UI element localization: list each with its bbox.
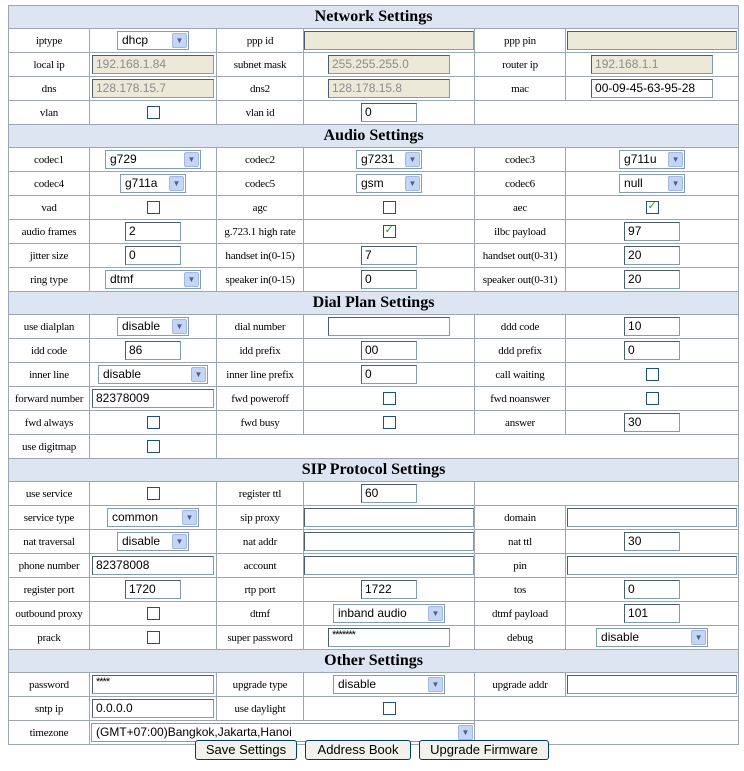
high-rate-checkbox[interactable] [383, 225, 396, 238]
codec3-label: codec3 [475, 148, 566, 172]
dropdown-arrow-icon: ▼ [182, 510, 197, 525]
ppp-pin-input[interactable] [567, 31, 737, 50]
use-service-checkbox[interactable] [147, 487, 160, 500]
debug-select[interactable]: disable ▼ [596, 628, 708, 647]
idd-prefix-input[interactable]: 00 [361, 341, 417, 360]
prack-label: prack [9, 626, 90, 650]
domain-label: domain [475, 506, 566, 530]
upgrade-firmware-button[interactable]: Upgrade Firmware [419, 740, 549, 760]
service-type-select[interactable]: common ▼ [107, 508, 199, 527]
codec6-label: codec6 [475, 172, 566, 196]
sip-settings-header: SIP Protocol Settings [9, 459, 739, 482]
fwd-poweroff-checkbox[interactable] [383, 392, 396, 405]
timezone-label: timezone [9, 721, 90, 745]
fwd-noanswer-label: fwd noanswer [475, 387, 566, 411]
fwd-noanswer-checkbox[interactable] [646, 392, 659, 405]
super-password-input[interactable]: ******* [328, 628, 450, 647]
local-ip-label: local ip [9, 53, 90, 77]
idd-prefix-label: idd prefix [217, 339, 304, 363]
dtmf-payload-input[interactable]: 101 [624, 604, 680, 623]
idd-code-input[interactable]: 86 [125, 341, 181, 360]
dns2-input[interactable]: 128.178.15.8 [328, 79, 450, 98]
forward-number-input[interactable]: 82378009 [92, 389, 214, 408]
dtmf-label: dtmf [217, 602, 304, 626]
router-ip-label: router ip [475, 53, 566, 77]
dial-plan-settings-header: Dial Plan Settings [9, 292, 739, 315]
speaker-out-label: speaker out(0-31) [475, 268, 566, 292]
dropdown-arrow-icon: ▼ [172, 33, 187, 48]
ddd-prefix-input[interactable]: 0 [624, 341, 680, 360]
service-type-label: service type [9, 506, 90, 530]
nat-addr-label: nat addr [217, 530, 304, 554]
use-daylight-checkbox[interactable] [383, 702, 396, 715]
timezone-select[interactable]: (GMT+07:00)Bangkok,Jakarta,Hanoi ▼ [91, 723, 475, 742]
codec5-select[interactable]: gsm ▼ [356, 174, 422, 193]
debug-label: debug [475, 626, 566, 650]
vad-label: vad [9, 196, 90, 220]
dropdown-arrow-icon: ▼ [428, 677, 443, 692]
codec2-select[interactable]: g7231 ▼ [356, 150, 422, 169]
vlan-checkbox[interactable] [147, 106, 160, 119]
fwd-busy-label: fwd busy [217, 411, 304, 435]
account-label: account [217, 554, 304, 578]
answer-label: answer [475, 411, 566, 435]
dns-label: dns [9, 77, 90, 101]
audio-frames-label: audio frames [9, 220, 90, 244]
dropdown-arrow-icon: ▼ [458, 725, 473, 740]
dropdown-arrow-icon: ▼ [169, 176, 184, 191]
agc-checkbox[interactable] [383, 201, 396, 214]
other-settings-header: Other Settings [9, 650, 739, 673]
dtmf-payload-label: dtmf payload [475, 602, 566, 626]
ddd-code-label: ddd code [475, 315, 566, 339]
subnet-mask-label: subnet mask [217, 53, 304, 77]
dial-number-label: dial number [217, 315, 304, 339]
codec6-select[interactable]: null ▼ [619, 174, 685, 193]
inner-line-select[interactable]: disable ▼ [98, 365, 208, 384]
settings-table [8, 5, 739, 745]
handset-out-label: handset out(0-31) [475, 244, 566, 268]
register-port-label: register port [9, 578, 90, 602]
rtp-port-label: rtp port [217, 578, 304, 602]
audio-settings-header: Audio Settings [9, 125, 739, 148]
pin-label: pin [475, 554, 566, 578]
rtp-port-input[interactable]: 1722 [361, 580, 417, 599]
dropdown-arrow-icon: ▼ [191, 367, 206, 382]
router-ip-input[interactable]: 192.168.1.1 [591, 55, 713, 74]
codec3-select[interactable]: g711u ▼ [619, 150, 685, 169]
save-settings-button[interactable]: Save Settings [195, 740, 297, 760]
audio-frames-input[interactable]: 2 [125, 222, 181, 241]
vlan-id-label: vlan id [217, 101, 304, 125]
dropdown-arrow-icon: ▼ [184, 272, 199, 287]
dropdown-arrow-icon: ▼ [405, 176, 420, 191]
codec1-select[interactable]: g729 ▼ [105, 150, 201, 169]
upgrade-type-select[interactable]: disable ▼ [333, 675, 445, 694]
nat-ttl-input[interactable]: 30 [624, 532, 680, 551]
codec5-label: codec5 [217, 172, 304, 196]
handset-in-input[interactable]: 7 [361, 246, 417, 265]
ppp-pin-label: ppp pin [475, 29, 566, 53]
ring-type-select[interactable]: dtmf ▼ [105, 270, 201, 289]
pin-input[interactable] [567, 556, 737, 575]
use-dialplan-label: use dialplan [9, 315, 90, 339]
address-book-button[interactable]: Address Book [305, 740, 411, 760]
upgrade-type-label: upgrade type [217, 673, 304, 697]
sntp-ip-input[interactable]: 0.0.0.0 [92, 699, 214, 718]
answer-input[interactable]: 30 [624, 413, 680, 432]
dropdown-arrow-icon: ▼ [668, 152, 683, 167]
prack-checkbox[interactable] [147, 631, 160, 644]
empty-cell [475, 482, 739, 506]
outbound-proxy-checkbox[interactable] [147, 607, 160, 620]
jitter-size-input[interactable]: 0 [125, 246, 181, 265]
vad-checkbox[interactable] [147, 201, 160, 214]
nat-traversal-label: nat traversal [9, 530, 90, 554]
tos-input[interactable]: 0 [624, 580, 680, 599]
speaker-out-input[interactable]: 20 [624, 270, 680, 289]
account-input[interactable] [304, 556, 474, 575]
handset-in-label: handset in(0-15) [217, 244, 304, 268]
ppp-id-label: ppp id [217, 29, 304, 53]
dial-number-input[interactable] [328, 317, 450, 336]
dropdown-arrow-icon: ▼ [172, 534, 187, 549]
nat-addr-input[interactable] [304, 532, 474, 551]
fwd-always-checkbox[interactable] [147, 416, 160, 429]
sip-proxy-input[interactable] [304, 508, 474, 527]
network-settings-header: Network Settings [9, 6, 739, 29]
inner-line-prefix-input[interactable]: 0 [361, 365, 417, 384]
dropdown-arrow-icon: ▼ [668, 176, 683, 191]
fwd-busy-checkbox[interactable] [383, 416, 396, 429]
use-digitmap-label: use digitmap [9, 435, 90, 459]
phone-number-label: phone number [9, 554, 90, 578]
sntp-ip-label: sntp ip [9, 697, 90, 721]
use-dialplan-select[interactable]: disable ▼ [117, 317, 189, 336]
register-ttl-input[interactable]: 60 [361, 484, 417, 503]
aec-label: aec [475, 196, 566, 220]
upgrade-addr-input[interactable] [567, 675, 737, 694]
use-daylight-label: use daylight [217, 697, 304, 721]
idd-code-label: idd code [9, 339, 90, 363]
speaker-in-label: speaker in(0-15) [217, 268, 304, 292]
sip-proxy-label: sip proxy [217, 506, 304, 530]
ilbc-payload-label: ilbc payload [475, 220, 566, 244]
mac-label: mac [475, 77, 566, 101]
inner-line-label: inner line [9, 363, 90, 387]
domain-input[interactable] [567, 508, 737, 527]
use-digitmap-checkbox[interactable] [147, 440, 160, 453]
ddd-code-input[interactable]: 10 [624, 317, 680, 336]
codec1-label: codec1 [9, 148, 90, 172]
password-label: password [9, 673, 90, 697]
password-input[interactable]: **** [92, 675, 214, 694]
button-bar [0, 740, 744, 760]
jitter-size-label: jitter size [9, 244, 90, 268]
ilbc-payload-input[interactable]: 97 [624, 222, 680, 241]
aec-checkbox[interactable] [646, 201, 659, 214]
iptype-label: iptype [9, 29, 90, 53]
call-waiting-label: call waiting [475, 363, 566, 387]
vlan-id-input[interactable]: 0 [361, 103, 417, 122]
super-password-label: super password [217, 626, 304, 650]
empty-cell [475, 101, 739, 125]
mac-input[interactable]: 00-09-45-63-95-28 [591, 79, 713, 98]
tos-label: tos [475, 578, 566, 602]
subnet-mask-input[interactable]: 255.255.255.0 [328, 55, 450, 74]
ring-type-label: ring type [9, 268, 90, 292]
codec2-label: codec2 [217, 148, 304, 172]
empty-cell [217, 435, 739, 459]
dropdown-arrow-icon: ▼ [691, 630, 706, 645]
codec4-label: codec4 [9, 172, 90, 196]
ppp-id-input[interactable] [304, 31, 474, 50]
agc-label: agc [217, 196, 304, 220]
nat-ttl-label: nat ttl [475, 530, 566, 554]
outbound-proxy-label: outbound proxy [9, 602, 90, 626]
dropdown-arrow-icon: ▼ [428, 606, 443, 621]
inner-line-prefix-label: inner line prefix [217, 363, 304, 387]
empty-cell [475, 697, 739, 721]
fwd-always-label: fwd always [9, 411, 90, 435]
forward-number-label: forward number [9, 387, 90, 411]
dropdown-arrow-icon: ▼ [172, 319, 187, 334]
vlan-label: vlan [9, 101, 90, 125]
dns-input[interactable]: 128.178.15.7 [92, 79, 214, 98]
register-port-input[interactable]: 1720 [125, 580, 181, 599]
high-rate-label: g.723.1 high rate [217, 220, 304, 244]
register-ttl-label: register ttl [217, 482, 304, 506]
nat-traversal-select[interactable]: disable ▼ [117, 532, 189, 551]
handset-out-input[interactable]: 20 [624, 246, 680, 265]
speaker-in-input[interactable]: 0 [361, 270, 417, 289]
dns2-label: dns2 [217, 77, 304, 101]
dropdown-arrow-icon: ▼ [184, 152, 199, 167]
local-ip-input[interactable]: 192.168.1.84 [92, 55, 214, 74]
upgrade-addr-label: upgrade addr [475, 673, 566, 697]
fwd-poweroff-label: fwd poweroff [217, 387, 304, 411]
call-waiting-checkbox[interactable] [646, 368, 659, 381]
phone-number-input[interactable]: 82378008 [92, 556, 214, 575]
use-service-label: use service [9, 482, 90, 506]
dtmf-select[interactable]: inband audio ▼ [333, 604, 445, 623]
ddd-prefix-label: ddd prefix [475, 339, 566, 363]
dropdown-arrow-icon: ▼ [405, 152, 420, 167]
codec4-select[interactable]: g711a ▼ [120, 174, 186, 193]
iptype-select[interactable]: dhcp ▼ [117, 31, 189, 50]
